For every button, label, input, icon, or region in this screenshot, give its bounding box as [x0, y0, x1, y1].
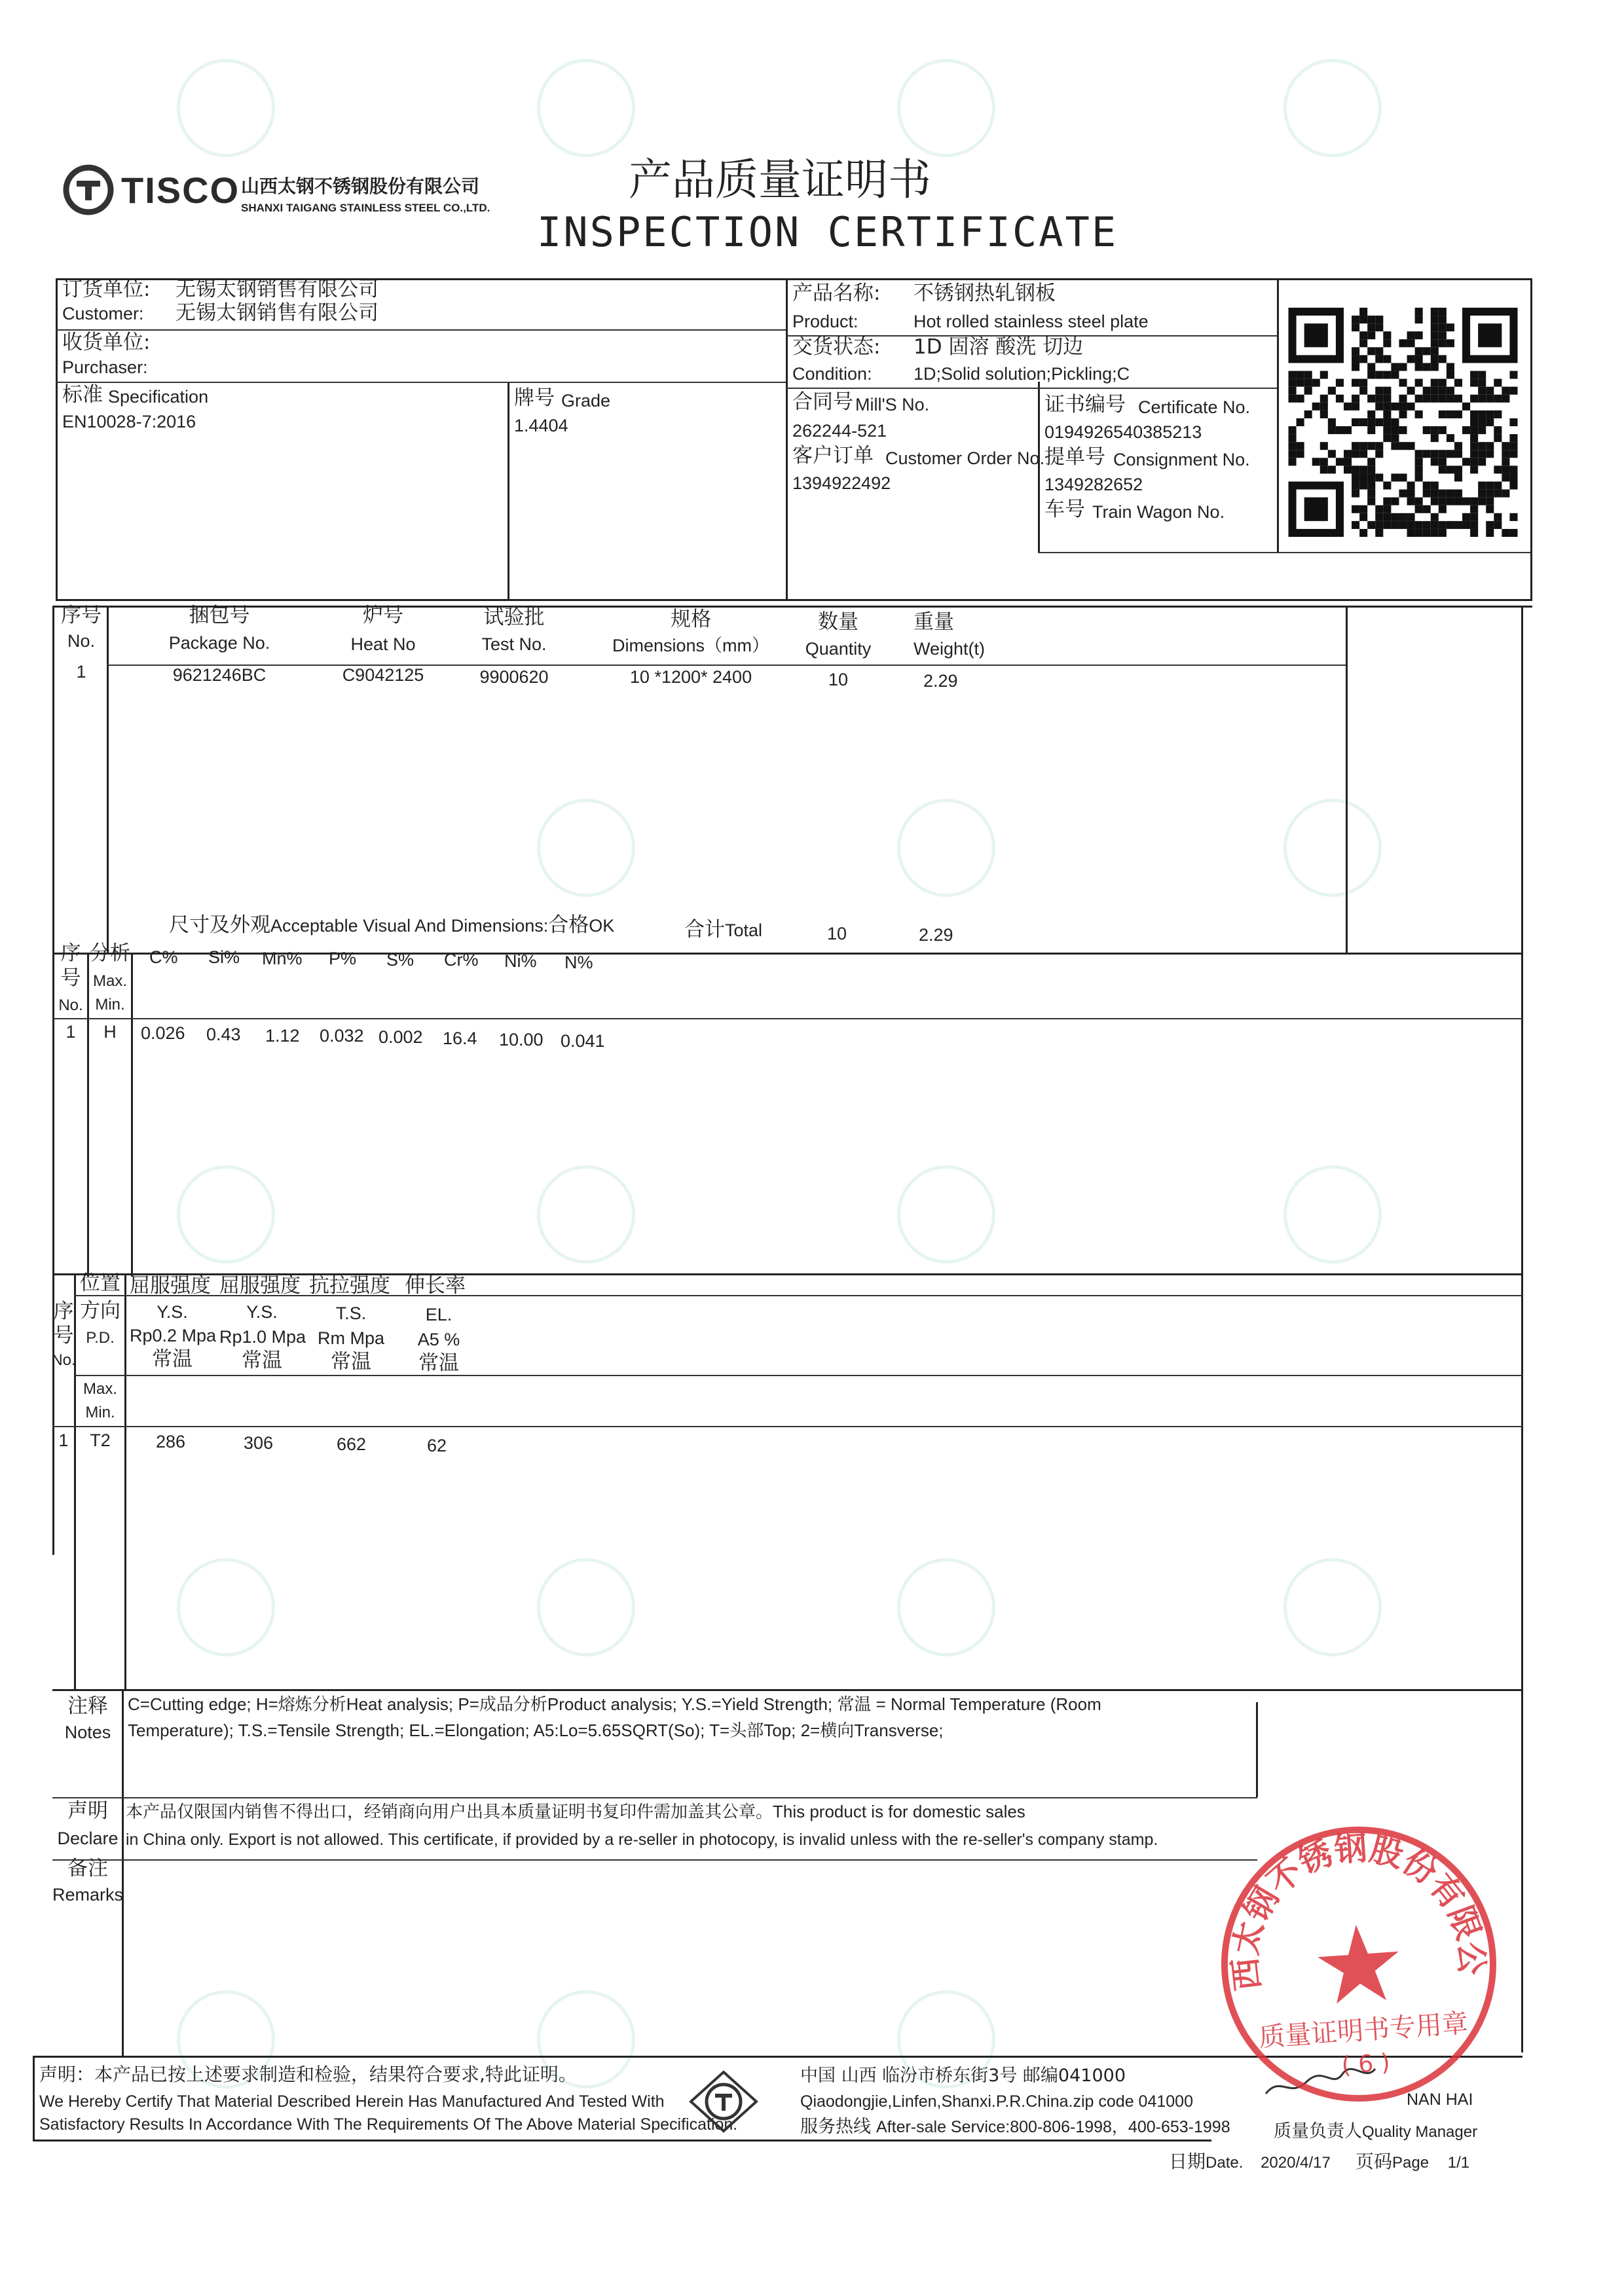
- visual-result-en: OK: [589, 916, 615, 936]
- grade-label-en: Grade: [561, 391, 611, 410]
- manager-name: NAN HAI: [1407, 2090, 1473, 2109]
- chem-no-en: No.: [58, 996, 83, 1014]
- mills-label-cn: 合同号: [792, 390, 853, 414]
- total-label: [684, 918, 762, 942]
- chem-value-n: 0.041: [561, 1031, 605, 1051]
- mech-max: Max.: [83, 1380, 117, 1398]
- company-stamp: [1205, 1810, 1513, 2118]
- product-label-en: Product:: [792, 312, 858, 331]
- declare-line-1: 本产品仅限国内销售不得出口，经销商向用户出具本质量证明书复印件需加盖其公章。This product is for domestic sales: [126, 1802, 1025, 1821]
- stamp-icon: [1205, 1810, 1513, 2118]
- mech-value-a5: 62: [427, 1436, 447, 1455]
- mills-label-en: Mill'S No.: [855, 395, 930, 414]
- header-weight-cn: 重量: [913, 610, 954, 634]
- mech-col4-temp: 常温: [418, 1351, 459, 1375]
- row-dimensions: 10 *1200* 2400: [629, 667, 752, 687]
- certify-statement-cn: 声明：本产品已按上述要求制造和检验，结果符合要求,特此证明。: [39, 2064, 577, 2085]
- mech-col3-abbr: T.S.: [335, 1303, 367, 1323]
- mech-col2-cn: 屈服强度: [219, 1274, 301, 1298]
- mech-value-rp10: 306: [244, 1433, 274, 1453]
- customer-value-2: 无锡太钢销售有限公司: [175, 301, 378, 325]
- chem-value-c: 0.026: [141, 1023, 185, 1043]
- customer-order-label-en: Customer Order No.: [885, 448, 1045, 468]
- title-cn: 产品质量证明书: [629, 155, 931, 205]
- remarks-label-cn: 备注: [67, 1857, 108, 1880]
- row-quantity: 10: [828, 670, 849, 689]
- declare-label-cn: 声明: [67, 1799, 108, 1823]
- product-value-en: Hot rolled stainless steel plate: [913, 312, 1149, 331]
- customer-label-cn: 订货单位:: [62, 278, 151, 301]
- quality-manager-cn: 质量负责人: [1274, 2121, 1362, 2141]
- cert-label-cn: 证书编号: [1044, 393, 1126, 416]
- address-cn: 中国 山西 临汾市桥东街3号 邮编041000: [800, 2066, 1126, 2086]
- customer-label-en: Customer:: [62, 304, 144, 323]
- visual-check: [169, 913, 614, 938]
- cert-label-en: Certificate No.: [1138, 397, 1251, 417]
- mech-col3-cn: 抗拉强度: [309, 1274, 390, 1298]
- total-weight: 2.29: [919, 925, 953, 945]
- mech-value-rm: 662: [337, 1434, 367, 1454]
- certify-statement-en-2: Satisfactory Results In Accordance With The Requirements Of The Above Material Specification.: [39, 2115, 738, 2134]
- tisco-logo-icon: [62, 164, 115, 216]
- mech-direction-cn: 方向: [80, 1299, 120, 1322]
- stamp-center-text: 质量证明书专用章: [1257, 2008, 1469, 2053]
- chem-min: Min.: [95, 996, 125, 1013]
- page-label-cn: 页码: [1356, 2151, 1393, 2172]
- date-label-cn: 日期: [1169, 2151, 1206, 2172]
- visual-result-cn: 合格: [548, 913, 589, 937]
- mech-col3-unit: Rm Mpa: [317, 1328, 384, 1348]
- tg-certification-logo: [688, 2069, 760, 2134]
- row-weight: 2.29: [923, 671, 958, 691]
- chem-analysis-cn: 分析: [90, 941, 130, 965]
- wagon-label-cn: 车号: [1044, 498, 1085, 521]
- header-quantity-cn: 数量: [818, 610, 858, 634]
- chem-value-s: 0.002: [378, 1027, 423, 1047]
- chem-element-p: P%: [329, 949, 357, 968]
- mech-position-cn: 位置: [80, 1271, 120, 1295]
- notes-label-cn: 注释: [67, 1694, 108, 1718]
- mech-col3-temp: 常温: [331, 1350, 371, 1374]
- brand-name: TISCO: [121, 170, 240, 211]
- quality-manager-en: Quality Manager: [1362, 2123, 1478, 2141]
- date-value: 2020/4/17: [1261, 2154, 1331, 2172]
- chem-value-si: 0.43: [206, 1025, 241, 1044]
- mech-col1-cn: 屈服强度: [130, 1274, 211, 1298]
- tg-mark-icon: [688, 2069, 760, 2134]
- total-label-cn: 合计: [684, 918, 725, 941]
- mech-col2-temp: 常温: [242, 1349, 282, 1372]
- header-no-en: No.: [67, 631, 96, 651]
- chem-max: Max.: [92, 972, 127, 990]
- row-no: 1: [76, 662, 86, 682]
- mech-row-no: 1: [58, 1430, 69, 1450]
- total-label-en: Total: [725, 920, 763, 940]
- chem-value-p: 0.032: [320, 1026, 364, 1046]
- spec-value: EN10028-7:2016: [62, 412, 196, 431]
- chem-value-ni: 10.00: [499, 1030, 544, 1049]
- hotline: [800, 2117, 1230, 2138]
- header-quantity-en: Quantity: [805, 639, 872, 659]
- qr-code: [1287, 308, 1519, 537]
- condition-value-en: 1D;Solid solution;Pickling;C: [913, 364, 1130, 384]
- chem-row-type: H: [103, 1022, 117, 1042]
- row-package: 9621246BC: [172, 665, 267, 685]
- mech-col2-abbr: Y.S.: [246, 1302, 278, 1322]
- mech-no-en: No.: [51, 1351, 76, 1369]
- customer-order-label-cn: 客户订单: [792, 444, 874, 467]
- purchaser-label-cn: 收货单位:: [62, 331, 151, 354]
- title-en: INSPECTION CERTIFICATE: [537, 208, 1118, 256]
- spec-label-en: Specification: [108, 387, 209, 407]
- mech-col1-unit: Rp0.2 Mpa: [130, 1326, 217, 1345]
- header-dimensions-en: Dimensions（mm）: [612, 636, 770, 655]
- mech-row-pos: T2: [90, 1430, 111, 1450]
- stamp-ring-text: 山西太钢不锈钢股份有限公司: [1205, 1810, 1491, 1993]
- grade-label-cn: 牌号: [514, 386, 555, 410]
- hotline-label-cn: 服务热线: [800, 2117, 871, 2137]
- consignment-label-cn: 提单号: [1044, 445, 1105, 469]
- header-package-cn: 捆包号: [189, 604, 250, 627]
- chem-element-s: S%: [386, 950, 415, 970]
- address-en: Qiaodongjie,Linfen,Shanxi.P.R.China.zip code 041000: [800, 2092, 1193, 2111]
- declare-line-2: in China only. Export is not allowed. This certificate, if provided by a re-seller in photocopy, is invalid unless with the re-seller's company stamp.: [126, 1831, 1158, 1849]
- chem-value-cr: 16.4: [443, 1029, 477, 1048]
- header-package-en: Package No.: [168, 633, 270, 653]
- mech-col1-temp: 常温: [152, 1347, 193, 1371]
- consignment-label-en: Consignment No.: [1113, 450, 1250, 469]
- mech-pd: P.D.: [86, 1329, 115, 1347]
- product-value-cn: 不锈钢热轧钢板: [913, 282, 1056, 305]
- chem-row-no: 1: [65, 1022, 76, 1042]
- date-field: [1169, 2151, 1331, 2173]
- customer-value-1: 无锡太钢销售有限公司: [175, 278, 378, 301]
- total-quantity: 10: [827, 924, 847, 943]
- chem-element-cr: Cr%: [444, 950, 479, 970]
- condition-value-cn: 1D 固溶 酸洗 切边: [913, 335, 1084, 359]
- wagon-label-en: Train Wagon No.: [1092, 502, 1225, 522]
- date-label-en: Date.: [1206, 2154, 1244, 2172]
- mech-col2-unit: Rp1.0 Mpa: [219, 1327, 306, 1347]
- hotline-label-en: After-sale Service:800-806-1998，400-653-1998: [876, 2118, 1230, 2136]
- mech-min: Min.: [85, 1404, 115, 1421]
- visual-label-cn: 尺寸及外观: [169, 913, 270, 937]
- chem-no-cn-2: 号: [60, 966, 81, 990]
- declare-label-en: Declare: [57, 1829, 119, 1848]
- chem-no-cn-1: 序: [60, 941, 81, 965]
- product-label-cn: 产品名称:: [792, 282, 881, 305]
- cert-value: 0194926540385213: [1044, 422, 1202, 442]
- consignment-value: 1349282652: [1044, 475, 1143, 494]
- mech-col1-abbr: Y.S.: [157, 1302, 188, 1322]
- chem-value-mn: 1.12: [265, 1026, 300, 1046]
- company-name-en: SHANXI TAIGANG STAINLESS STEEL CO.,LTD.: [241, 202, 490, 214]
- notes-label-en: Notes: [64, 1722, 111, 1742]
- purchaser-label-en: Purchaser:: [62, 357, 148, 377]
- chem-element-n: N%: [564, 953, 593, 972]
- header-heat-cn: 炉号: [363, 604, 403, 627]
- mills-value: 262244-521: [792, 421, 887, 441]
- visual-label-en: Acceptable Visual And Dimensions:: [270, 916, 549, 936]
- condition-label-en: Condition:: [792, 364, 872, 384]
- company-name-cn: 山西太钢不锈钢股份有限公司: [241, 175, 480, 197]
- spec-label-cn: 标准: [62, 383, 103, 407]
- tisco-logo: [62, 164, 115, 216]
- remarks-label-en: Remarks: [52, 1885, 124, 1904]
- mech-col4-unit: A5 %: [417, 1330, 460, 1349]
- row-test: 9900620: [479, 667, 549, 687]
- certify-statement-en-1: We Hereby Certify That Material Described Herein Has Manufactured And Tested With: [39, 2092, 665, 2111]
- header-no-cn: 序号: [61, 604, 101, 627]
- mech-col4-abbr: EL.: [425, 1305, 452, 1324]
- mech-value-rp02: 286: [156, 1432, 186, 1451]
- notes-line-2: Temperature); T.S.=Tensile Strength; EL.=Elongation; A5:Lo=5.65SQRT(So); T=头部Top; 2=横向Transverse;: [128, 1721, 944, 1740]
- mech-no-cn-1: 序: [53, 1300, 74, 1323]
- page-value: 1/1: [1447, 2154, 1470, 2172]
- header-weight-en: Weight(t): [913, 639, 986, 659]
- page-label-en: Page: [1392, 2154, 1430, 2172]
- header-heat-en: Heat No: [350, 634, 416, 654]
- quality-manager: [1274, 2121, 1477, 2142]
- page-field: [1356, 2151, 1469, 2173]
- stamp-number: ( 6 ): [1340, 2049, 1391, 2080]
- mech-no-cn-2: 号: [53, 1324, 74, 1347]
- qr-code-icon: [1287, 308, 1519, 537]
- notes-line-1: C=Cutting edge; H=熔炼分析Heat analysis; P=成品分析Product analysis; Y.S.=Yield Strength; 常温 = Normal Temperature (Room: [128, 1694, 1101, 1714]
- chem-element-c: C%: [149, 947, 178, 967]
- customer-order-value: 1394922492: [792, 473, 891, 493]
- header-test-cn: 试验批: [483, 606, 545, 629]
- chem-element-ni: Ni%: [504, 951, 537, 971]
- chem-element-si: Si%: [208, 947, 240, 967]
- header-dimensions-cn: 规格: [671, 608, 711, 631]
- row-heat: C9042125: [342, 665, 424, 685]
- chem-element-mn: Mn%: [262, 949, 303, 968]
- header-test-en: Test No.: [481, 634, 547, 654]
- grade-value: 1.4404: [514, 416, 568, 435]
- mech-col4-cn: 伸长率: [405, 1274, 466, 1298]
- condition-label-cn: 交货状态:: [792, 335, 881, 359]
